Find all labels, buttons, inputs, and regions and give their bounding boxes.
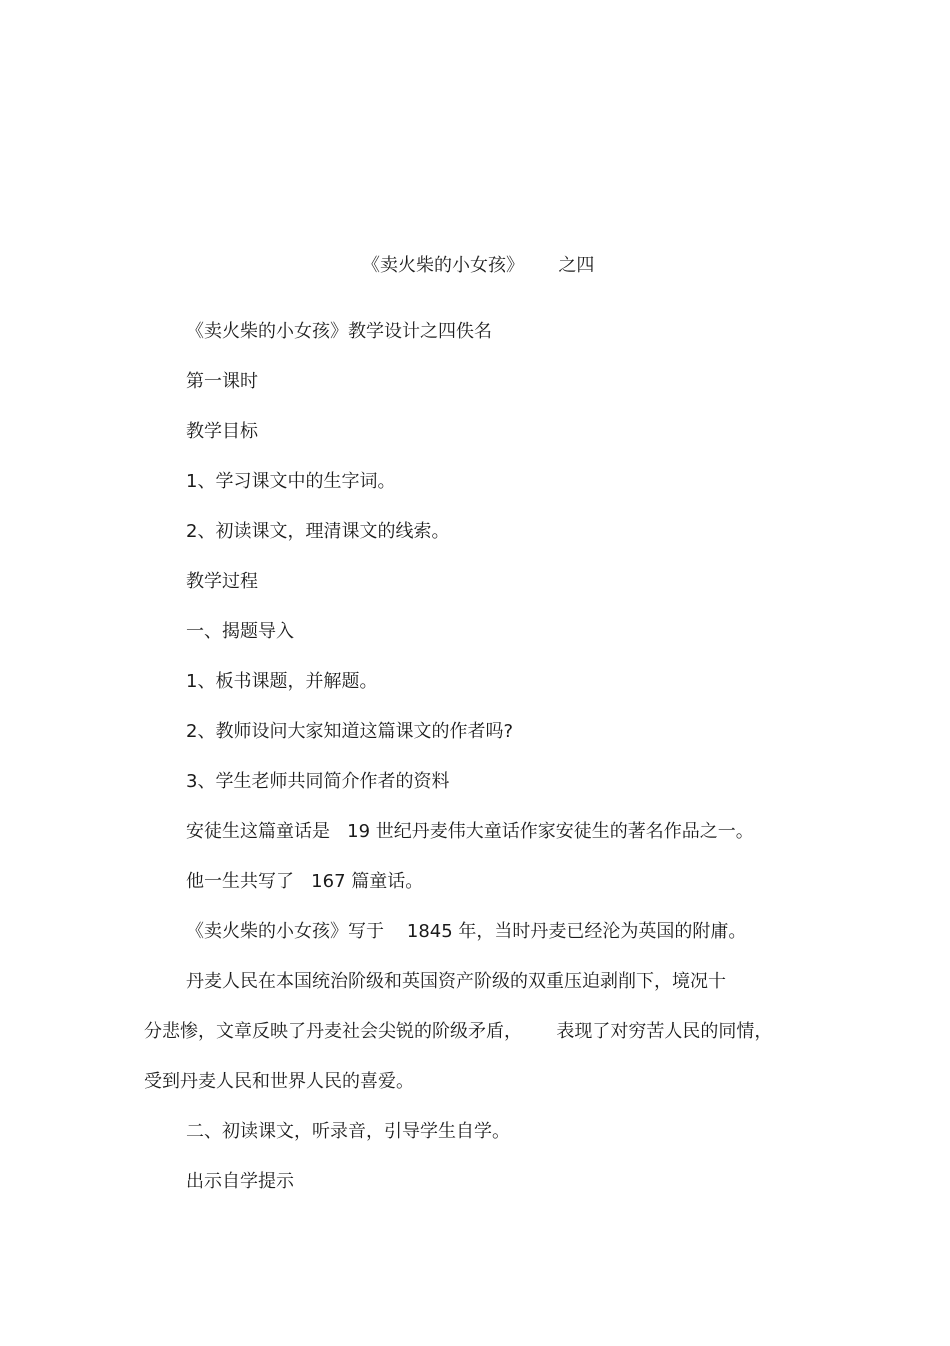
paragraph-background-line-1: 丹麦人民在本国统治阶级和英国资产阶级的双重压迫剥削下，境况十 — [186, 971, 726, 992]
paragraph-subtitle: 《卖火柴的小女孩》教学设计之四佚名 — [186, 321, 492, 342]
paragraph-author-intro: 安徒生这篇童话是 19 世纪丹麦伟大童话作家安徒生的著名作品之一。 — [186, 821, 754, 842]
document-title: 《卖火柴的小女孩》 之四 — [362, 255, 595, 276]
paragraph-teaching-goals: 教学目标 — [186, 421, 258, 442]
paragraph-section-2: 二、初读课文，听录音，引导学生自学。 — [186, 1121, 510, 1142]
paragraph-step-1: 1、板书课题，并解题。 — [186, 671, 378, 692]
paragraph-author-works: 他一生共写了 167 篇童话。 — [186, 871, 424, 892]
paragraph-background-line-3: 受到丹麦人民和世界人民的喜爱。 — [144, 1071, 414, 1092]
paragraph-teaching-process: 教学过程 — [186, 571, 258, 592]
paragraph-step-2: 2、教师设问大家知道这篇课文的作者吗? — [186, 721, 514, 742]
paragraph-lesson-period: 第一课时 — [186, 371, 258, 392]
paragraph-goal-2: 2、初读课文，理清课文的线索。 — [186, 521, 450, 542]
paragraph-section-1: 一、揭题导入 — [186, 621, 294, 642]
paragraph-writing-date: 《卖火柴的小女孩》写于 1845 年，当时丹麦已经沦为英国的附庸。 — [186, 921, 747, 942]
paragraph-self-study-prompt: 出示自学提示 — [186, 1171, 294, 1192]
paragraph-goal-1: 1、学习课文中的生字词。 — [186, 471, 396, 492]
paragraph-background-line-2: 分悲惨，文章反映了丹麦社会尖锐的阶级矛盾， 表现了对穷苦人民的同情， — [144, 1021, 773, 1042]
paragraph-step-3: 3、学生老师共同简介作者的资料 — [186, 771, 450, 792]
